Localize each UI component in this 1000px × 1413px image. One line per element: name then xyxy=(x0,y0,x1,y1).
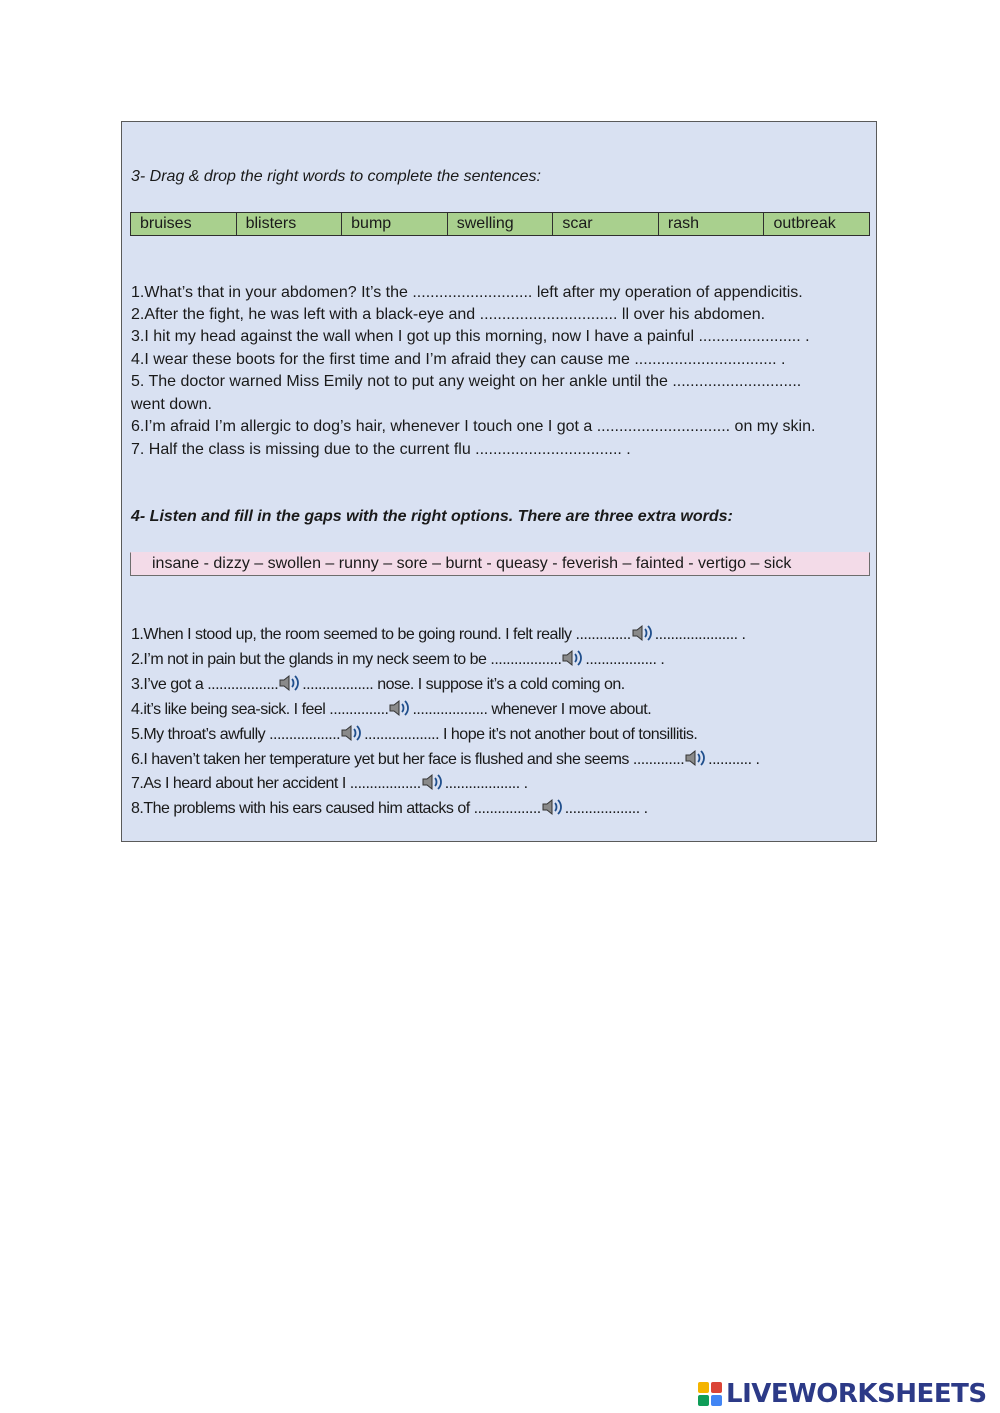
logo-square xyxy=(698,1382,709,1393)
liveworksheets-logo xyxy=(698,1378,987,1410)
sentence-text-before: 7.As I heard about her accident I .................. xyxy=(131,775,421,792)
word-chip[interactable]: bruises xyxy=(131,213,237,235)
sentence-text-after: ................... I hope it’s not another bout of tonsillitis. xyxy=(364,726,698,743)
word-chip[interactable]: scar xyxy=(553,213,659,235)
section4-sentence-4 xyxy=(131,699,651,720)
word-chip[interactable]: swelling xyxy=(448,213,554,235)
speaker-icon[interactable] xyxy=(561,649,585,667)
section3-sentence-5-cont: went down. xyxy=(131,396,212,413)
sentence-text-before: 3.I’ve got a .................. xyxy=(131,676,279,693)
word-chip[interactable]: bump xyxy=(342,213,448,235)
speaker-icon[interactable] xyxy=(541,798,565,816)
section4-sentence-6 xyxy=(131,749,759,770)
logo-square xyxy=(711,1382,722,1393)
word-chip[interactable]: outbreak xyxy=(773,215,836,232)
section3-sentence-6: 6.I’m afraid I’m allergic to dog’s hair, whenever I touch one I got a .............................. on my skin. xyxy=(131,418,816,435)
section3-sentence-1: 1.What’s that in your abdomen? It’s the ........................... left after my operation of appendicitis. xyxy=(131,284,803,301)
speaker-icon[interactable] xyxy=(684,749,708,767)
speaker-icon[interactable] xyxy=(421,773,445,791)
speaker-icon[interactable] xyxy=(278,674,302,692)
sentence-text-before: 1.When I stood up, the room seemed to be going round. I felt really .............. xyxy=(131,626,631,643)
section3-sentence-5: 5. The doctor warned Miss Emily not to put any weight on her ankle until the ............................. xyxy=(131,373,802,390)
sentence-text-after: .................. nose. I suppose it’s a cold coming on. xyxy=(302,676,625,693)
section4-sentence-7 xyxy=(131,773,528,794)
section4-sentence-1 xyxy=(131,624,745,645)
logo-square xyxy=(698,1395,709,1406)
speaker-icon[interactable] xyxy=(340,724,364,742)
section3-heading: 3- Drag & drop the right words to complete the sentences: xyxy=(131,168,541,185)
word-chip[interactable]: blisters xyxy=(237,213,343,235)
section4-heading: 4- Listen and fill in the gaps with the right options. There are three extra words: xyxy=(131,508,733,525)
sentence-text-after: ................... . xyxy=(444,775,528,792)
sentence-text-before: 2.I’m not in pain but the glands in my neck seem to be .................. xyxy=(131,651,562,668)
section4-sentence-2 xyxy=(131,649,664,670)
section3-sentence-2: 2.After the fight, he was left with a black-eye and ............................... ll over his abdomen. xyxy=(131,306,766,323)
worksheet-panel xyxy=(121,121,877,842)
section4-sentence-3 xyxy=(131,674,625,695)
sentence-text-before: 8.The problems with his ears caused him attacks of ................. xyxy=(131,800,541,817)
section3-sentence-7: 7. Half the class is missing due to the current flu ................................. . xyxy=(131,441,631,458)
sentence-text-after: ................... whenever I move about. xyxy=(412,701,652,718)
sentence-text-after: ........... . xyxy=(708,751,760,768)
sentence-text-after: ................... . xyxy=(564,800,648,817)
section3-sentence-3: 3.I hit my head against the wall when I got up this morning, now I have a painful ....................... . xyxy=(131,328,810,345)
sentence-text-before: 4.it’s like being sea-sick. I feel ............... xyxy=(131,701,389,718)
speaker-icon[interactable] xyxy=(388,699,412,717)
options-bank: insane - dizzy – swollen – runny – sore – burnt - queasy - feverish – fainted - vertigo – sick xyxy=(130,552,870,576)
section4-sentence-8 xyxy=(131,798,648,819)
logo-square xyxy=(711,1395,722,1406)
word-chip[interactable]: rash xyxy=(659,213,765,235)
word-bank xyxy=(130,212,870,236)
section3-sentence-4: 4.I wear these boots for the first time and I’m afraid they can cause me ................................ . xyxy=(131,351,786,368)
sentence-text-after: ..................... . xyxy=(654,626,746,643)
section4-sentence-5 xyxy=(131,724,697,745)
sentence-text-before: 6.I haven’t taken her temperature yet but her face is flushed and she seems ............. xyxy=(131,751,685,768)
sentence-text-before: 5.My throat’s awfully .................. xyxy=(131,726,341,743)
sentence-text-after: .................. . xyxy=(585,651,665,668)
speaker-icon[interactable] xyxy=(631,624,655,642)
logo-text: LIVEWORKSHEETS xyxy=(726,1379,987,1409)
logo-mark-icon xyxy=(698,1382,722,1406)
